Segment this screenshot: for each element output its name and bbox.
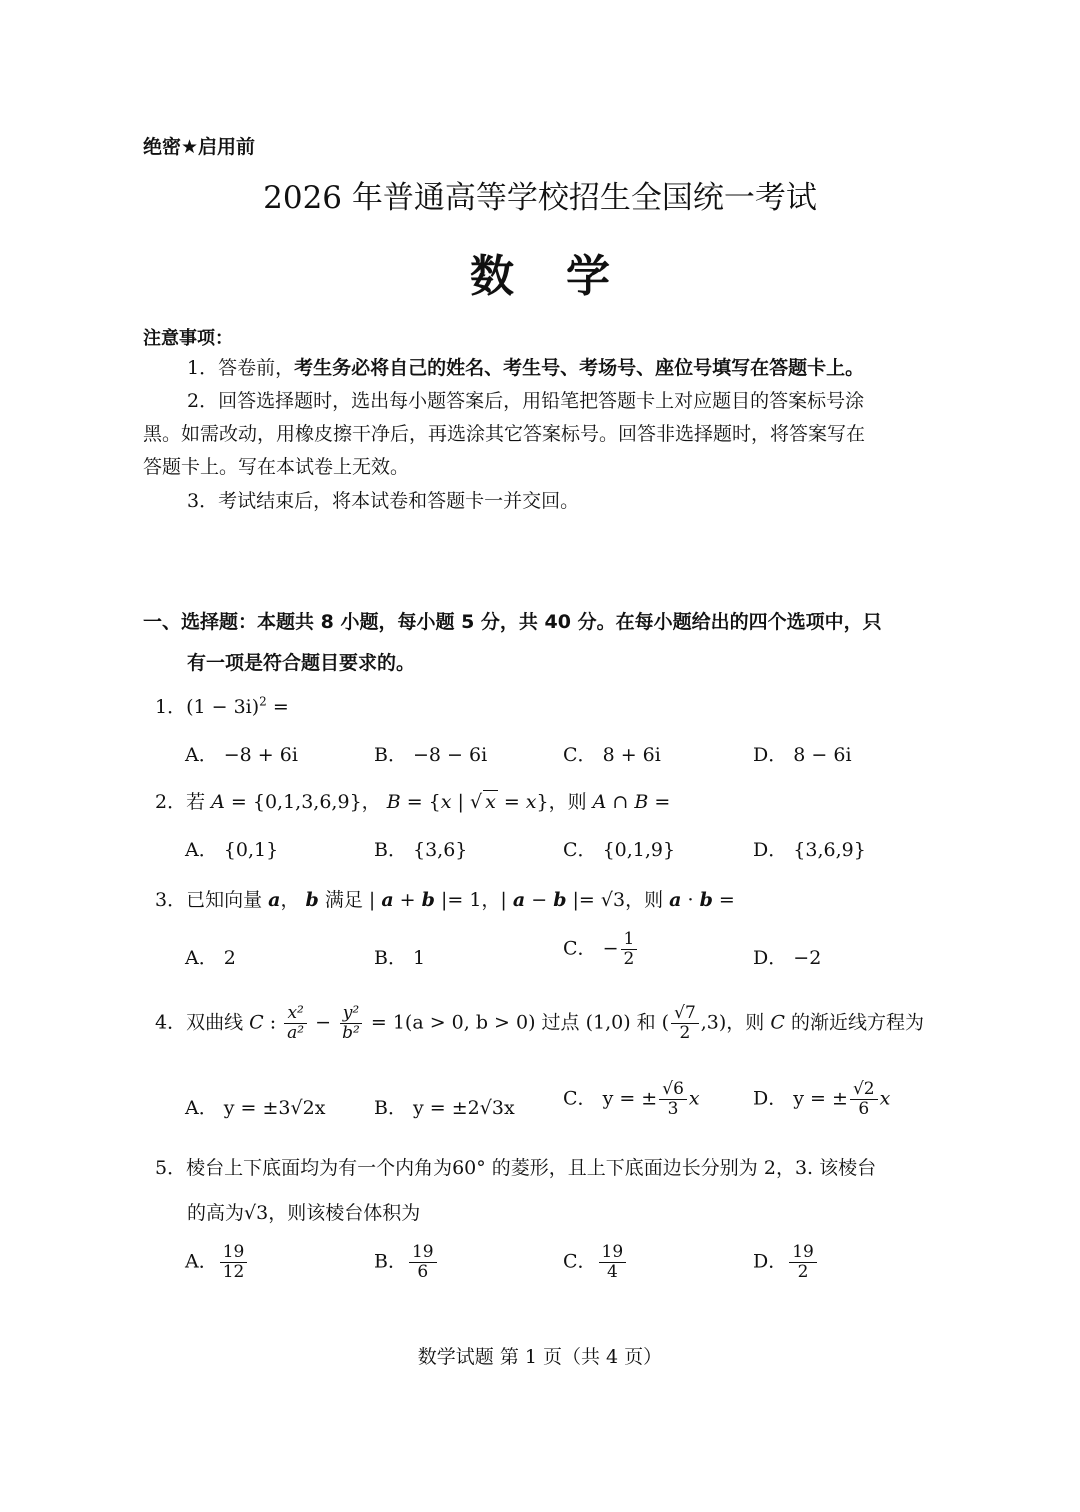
q3-text: |= 1，| xyxy=(434,889,513,911)
fraction xyxy=(599,1243,627,1282)
question-1-exponent: 2 xyxy=(259,694,267,709)
question-1-number: 1． xyxy=(155,696,187,718)
q2-text: 若 xyxy=(186,791,212,813)
note-item-2-line1: 2．回答选择题时，选出每小题答案后，用铅笔把答题卡上对应题目的答案标号涂 xyxy=(187,390,865,412)
numerator: x² xyxy=(284,1004,306,1024)
q2-text: | √ xyxy=(451,791,483,813)
x-var: x xyxy=(440,791,452,813)
denominator: 6 xyxy=(417,1262,429,1282)
q3-text: − xyxy=(525,889,554,911)
numerator: 19 xyxy=(789,1243,817,1263)
question-5-line1 xyxy=(155,1153,876,1180)
question-2-option-a: A． {0,1} xyxy=(185,839,279,861)
numerator: y² xyxy=(340,1004,362,1024)
question-2-option-b: B． {3,6} xyxy=(374,839,468,861)
denominator: b² xyxy=(342,1023,360,1043)
set-a-var: A xyxy=(592,791,607,813)
denominator: 6 xyxy=(858,1099,870,1119)
vector-b: b xyxy=(305,889,319,911)
q3-text: 已知向量 xyxy=(186,889,269,911)
note-item-1 xyxy=(187,352,864,385)
vector-a: a xyxy=(512,889,526,911)
q2-text: = xyxy=(648,791,671,813)
note-item-3: 3．考试结束后，将本试卷和答题卡一并交回。 xyxy=(187,490,580,512)
numerator: √2 xyxy=(850,1080,878,1100)
option-label: D． xyxy=(753,1250,788,1273)
numerator: 19 xyxy=(220,1243,248,1263)
option-suffix: x xyxy=(879,1087,891,1110)
denominator: 2 xyxy=(679,1023,691,1043)
q4-text: − xyxy=(309,1011,338,1034)
numerator: √7 xyxy=(671,1004,699,1024)
question-5-option-a xyxy=(185,1243,249,1282)
question-1-option-d: D． 8 − 6i xyxy=(753,744,852,766)
question-5-option-d xyxy=(753,1243,819,1282)
vector-b: b xyxy=(699,889,713,911)
x-var: x xyxy=(485,791,496,813)
q2-text: }，则 xyxy=(536,791,593,813)
question-2-number: 2． xyxy=(155,791,187,813)
q2-text: = { xyxy=(400,791,441,813)
note-item-2-line3: 答题卡上。写在本试卷上无效。 xyxy=(143,456,410,478)
q3-text: |= √3，则 xyxy=(566,889,670,911)
question-1 xyxy=(155,692,289,719)
fraction xyxy=(284,1004,307,1043)
question-4-number: 4． xyxy=(155,1011,187,1034)
question-2-option-c: C． {0,1,9} xyxy=(563,839,676,861)
denominator: a² xyxy=(287,1023,305,1043)
question-5-number: 5． xyxy=(155,1157,187,1179)
x-var: x xyxy=(525,791,537,813)
question-1-option-c: C． 8 + 6i xyxy=(563,744,661,766)
section-heading-line1: 一、选择题：本题共 8 小题，每小题 5 分，共 40 分。在每小题给出的四个选项中，只 xyxy=(143,611,882,633)
question-1-option-a: A． −8 + 6i xyxy=(185,744,298,766)
q2-text: = xyxy=(497,791,526,813)
question-1-tail: = xyxy=(266,696,289,718)
vector-a: a xyxy=(268,889,281,911)
option-label: A． xyxy=(185,1250,218,1273)
fraction xyxy=(671,1004,699,1043)
question-5-option-b xyxy=(374,1243,439,1282)
q4-text: ,3)，则 xyxy=(700,1011,771,1034)
set-a-var: A xyxy=(211,791,225,813)
option-suffix: x xyxy=(688,1087,700,1110)
question-2 xyxy=(155,787,670,814)
vector-a: a xyxy=(381,889,394,911)
fraction xyxy=(621,930,638,969)
q4-text: : xyxy=(263,1011,283,1034)
question-4-option-a: A． y = ±3√2x xyxy=(185,1097,326,1119)
vector-b: b xyxy=(421,889,435,911)
question-5-text: 棱台上下底面均为有一个内角为60° 的菱形，且上下底面边长分别为 2，3. 该棱台 xyxy=(186,1157,877,1179)
confidential-label: 绝密★启用前 xyxy=(143,136,256,158)
fraction xyxy=(220,1243,248,1282)
note-item-2-line2: 黑。如需改动，用橡皮擦干净后，再选涂其它答案标号。回答非选择题时，将答案写在 xyxy=(143,423,866,445)
denominator: 2 xyxy=(623,949,635,969)
set-b-var: B xyxy=(634,791,649,813)
fraction xyxy=(659,1080,687,1119)
fraction xyxy=(409,1243,437,1282)
question-5-option-c xyxy=(563,1243,628,1282)
q4-text: 双曲线 xyxy=(186,1011,250,1034)
question-4-option-c xyxy=(563,1080,700,1119)
option-label: B． xyxy=(374,1250,407,1273)
option-label: C． xyxy=(563,1250,597,1273)
numerator: 19 xyxy=(599,1243,627,1263)
question-2-option-d: D． {3,6,9} xyxy=(753,839,866,861)
q3-text: 满足 | xyxy=(318,889,382,911)
question-1-option-b: B． −8 − 6i xyxy=(374,744,488,766)
question-3-option-c xyxy=(563,930,639,969)
question-1-expr: (1 − 3i) xyxy=(186,696,260,718)
denominator: 12 xyxy=(222,1262,245,1282)
denominator: 3 xyxy=(667,1099,679,1119)
option-prefix: D． y = ± xyxy=(753,1087,848,1110)
question-5-line2: 的高为√3，则该棱台体积为 xyxy=(187,1202,421,1224)
note-item-1-bold: 考生务必将自己的姓名、考生号、考场号、座位号填写在答题卡上。 xyxy=(294,357,865,379)
question-3-option-d: D． −2 xyxy=(753,947,822,969)
q4-text: 的渐近线方程为 xyxy=(784,1011,924,1034)
q3-text: ， xyxy=(280,889,306,911)
fraction xyxy=(789,1243,817,1282)
q3-text: · xyxy=(681,889,700,911)
note-item-1-prefix: 1．答卷前， xyxy=(187,357,295,379)
question-3-option-b: B． 1 xyxy=(374,947,426,969)
question-3-number: 3． xyxy=(155,889,187,911)
curve-c-var: C xyxy=(249,1011,264,1034)
q3-text: = xyxy=(712,889,735,911)
q2-text: = {0,1,3,6,9}， xyxy=(224,791,387,813)
question-4-option-d xyxy=(753,1080,890,1119)
question-3 xyxy=(155,885,735,912)
q3-text: + xyxy=(393,889,422,911)
subject-title: 数学 xyxy=(470,251,662,302)
section-heading-line2: 有一项是符合题目要求的。 xyxy=(187,652,416,674)
denominator: 2 xyxy=(797,1262,809,1282)
option-prefix: C． y = ± xyxy=(563,1087,658,1110)
numerator: 1 xyxy=(621,930,638,950)
vector-b: b xyxy=(553,889,567,911)
page-footer: 数学试题 第 1 页（共 4 页） xyxy=(417,1346,663,1368)
denominator: 4 xyxy=(606,1262,618,1282)
notes-heading: 注意事项： xyxy=(143,328,233,349)
q4-text: = 1(a > 0, b > 0) 过点 (1,0) 和 ( xyxy=(364,1011,670,1034)
numerator: √6 xyxy=(659,1080,687,1100)
option-c-prefix: C． − xyxy=(563,937,619,960)
curve-c-var: C xyxy=(770,1011,785,1034)
question-4 xyxy=(155,1004,924,1043)
q2-text: ∩ xyxy=(606,791,635,813)
fraction xyxy=(850,1080,878,1119)
vector-a: a xyxy=(669,889,682,911)
question-4-option-b: B． y = ±2√3x xyxy=(374,1097,515,1119)
set-b-var: B xyxy=(386,791,401,813)
numerator: 19 xyxy=(409,1243,437,1263)
fraction xyxy=(339,1004,363,1043)
exam-title: 2026 年普通高等学校招生全国统一考试 xyxy=(263,180,817,216)
question-3-option-a: A． 2 xyxy=(185,947,236,969)
